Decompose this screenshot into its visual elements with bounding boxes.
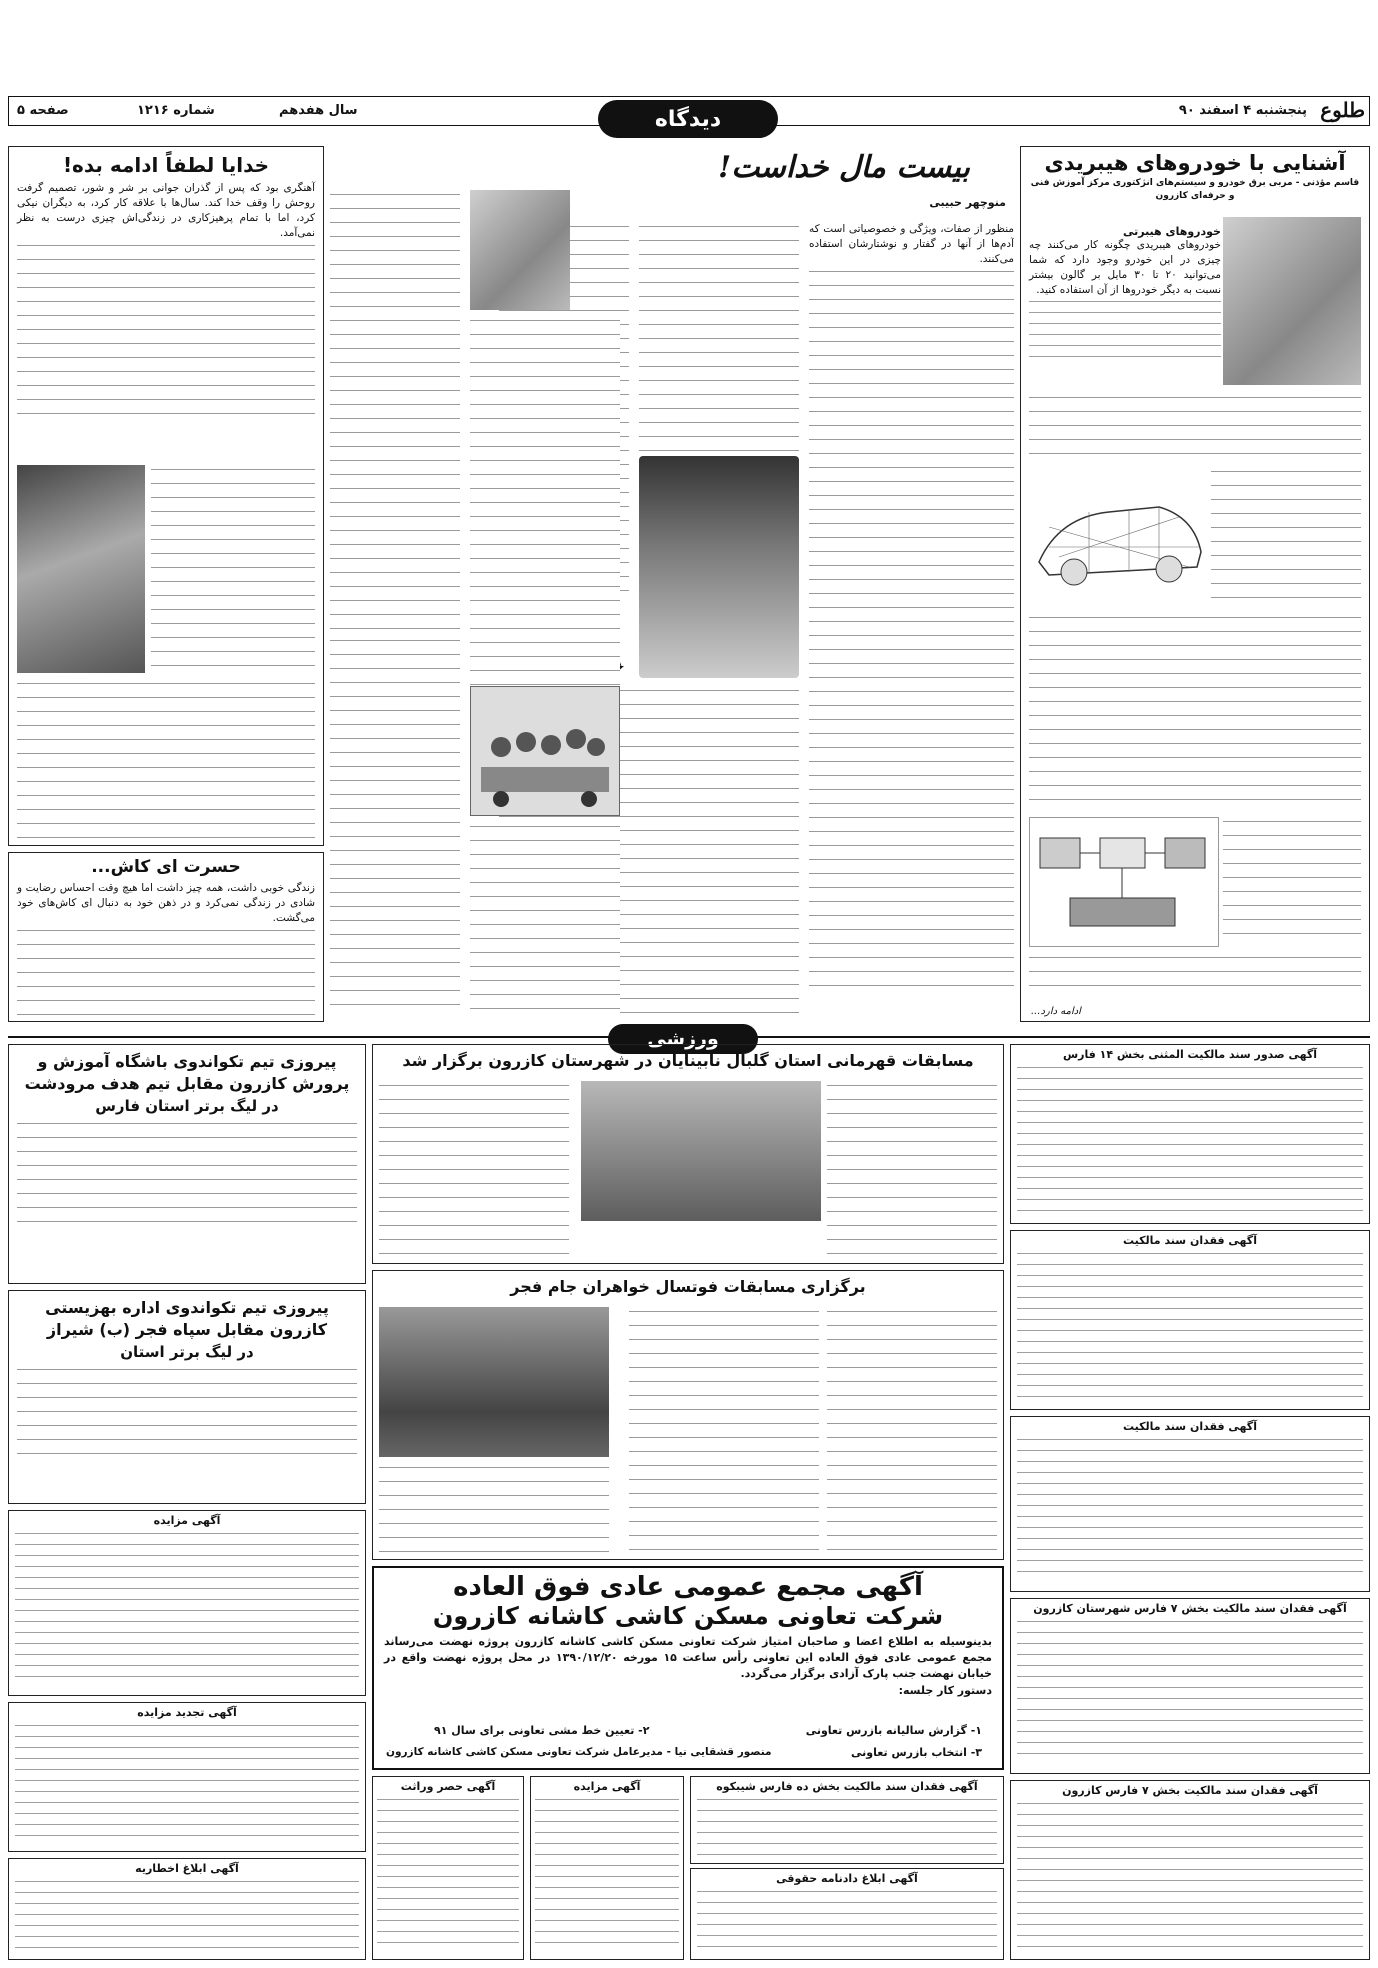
page-number: صفحه ۵ <box>17 103 69 118</box>
notice-r5: آگهی فقدان سند مالکیت بخش ۷ فارس کازرون <box>1010 1780 1370 1960</box>
ad-agenda-label: دستور کار جلسه: <box>898 1684 992 1697</box>
article-subtitle: در لیگ برتر استان <box>120 1343 254 1361</box>
article-title: آشنایی با خودروهای هیبریدی <box>1044 151 1346 175</box>
article-title: بیست مال خداست! <box>718 150 970 185</box>
ad-signature: منصور قشقایی نیا - مدیرعامل شرکت تعاونی مسکن کاشی کاشانه کازرون <box>386 1746 772 1758</box>
ad-body: بدینوسیله به اطلاع اعضا و صاحبان امتیاز شرکت تعاونی مسکن کاشی کاشانه کازرون پروژه نهضت می‌رساند مجمع عمومی عادی فوق العاده این تعاونی رأس ساعت ۱۵ مورخه ۱۳۹۰/۱۲/۲۰ در محل پروژه نهضت واقع در خیابان نهضت جنب پارک آزادی برگزار می‌گردد. <box>384 1635 992 1680</box>
article-author: منوچهر حبیبی <box>929 196 1006 209</box>
notice-b2: آگهی ابلاغ دادنامه حقوقی <box>690 1868 1004 1960</box>
article-subtitle: خودروهای هیبرتی <box>1122 225 1221 238</box>
article-twenty-is-gods <box>330 146 1014 1022</box>
cartoon-illustration <box>470 686 620 816</box>
agenda-item-2: ۲- تعیین خط مشی تعاونی برای سال ۹۱ <box>434 1724 650 1737</box>
notice-b3: آگهی مزایده <box>8 1510 366 1696</box>
notice-r2: آگهی فقدان سند مالکیت <box>1010 1230 1370 1410</box>
article-title: مسابقات قهرمانی استان گلبال نابینایان در شهرستان کازرون برگزار شد <box>402 1051 974 1070</box>
notice-r1: آگهی صدور سند مالکیت المثنی بخش ۱۴ فارس <box>1010 1044 1370 1224</box>
article-lead: خودروهای هیبریدی چگونه کار می‌کنند چه چیزی در این خودرو وجود دارد که شما می‌توانید ۲۰ تا ۳۰ مایل بر گالون بیشتر نسبت به دیگر خودروها از آن استفاده کنید. <box>1029 239 1222 296</box>
continued-note: ادامه دارد... <box>1031 1006 1081 1017</box>
article-title: پیروزی تیم تکواندوی اداره بهزیستی کازرون مقابل سپاه فجر (ب) شیراز <box>45 1298 329 1339</box>
ad-title-1: آگهی مجمع عمومی عادی فوق العاده <box>453 1572 923 1602</box>
article-lead: آهنگری بود که پس از گذران جوانی بر شر و شور، تصمیم گرفت روحش را وقف خدا کند. سال‌ها با علاقه کار کرد، به دیگران نیکی کرد، اما با تمام پرهیزکاری در زندگی‌اش چیزی درست به نظر نمی‌آمد. <box>17 182 315 239</box>
section-sports: ورزشی <box>608 1024 758 1054</box>
sports-goalball <box>372 1044 1004 1264</box>
blacksmith-photo <box>17 465 145 673</box>
ad-general-assembly <box>372 1566 1004 1770</box>
article-title: خدایا لطفاً ادامه بده! <box>62 153 270 177</box>
sports-taekwondo-1 <box>8 1044 366 1284</box>
author-photo <box>470 190 570 310</box>
illustration-mirror <box>639 456 799 678</box>
hybrid-schematic <box>1029 817 1219 947</box>
sports-futsal <box>372 1270 1004 1560</box>
box-title: حسرت ای کاش... <box>91 857 241 877</box>
box-lead: زندگی خوبی داشت، همه چیز داشت اما هیچ وقت احساس رضایت و شادی در زندگی نمی‌کرد و در ذهن خود به دنبال ای کاش‌های خود می‌گشت. <box>17 882 315 924</box>
issue-number: شماره ۱۲۱۶ <box>137 103 215 118</box>
notice-b4: آگهی حصر وراثت <box>372 1776 524 1960</box>
issue-day: پنجشنبه ۴ اسفند ۹۰ <box>1178 103 1307 118</box>
notice-b6: آگهی تجدید مزایده <box>8 1702 366 1852</box>
agenda-item-3: ۳- انتخاب بازرس تعاونی <box>851 1746 982 1759</box>
futsal-photo <box>379 1307 609 1457</box>
article-god-please-continue <box>8 146 324 846</box>
car-frame-drawing <box>1029 467 1209 607</box>
article-lead: منظور از صفات، ویژگی و خصوصیاتی است که آدم‌ها از آنها در گفتار و نوشتارشان استفاده می‌کنند. <box>809 223 1014 265</box>
sports-taekwondo-2 <box>8 1290 366 1504</box>
logo: طلوع <box>1320 98 1365 122</box>
section-label: دیدگاه <box>598 100 778 138</box>
ad-title-2: شرکت تعاونی مسکن کاشی کاشانه کازرون <box>432 1602 944 1630</box>
notice-b7: آگهی ابلاغ اخطاریه <box>8 1858 366 1960</box>
article-subtitle: در لیگ برتر استان فارس <box>95 1097 279 1115</box>
notice-r3: آگهی فقدان سند مالکیت <box>1010 1416 1370 1592</box>
article-hybrid-cars <box>1020 146 1370 1022</box>
agenda-item-1: ۱- گزارش سالیانه بازرس تعاونی <box>805 1724 982 1737</box>
author-photo <box>1223 217 1361 385</box>
notice-r4: آگهی فقدان سند مالکیت بخش ۷ فارس شهرستان کازرون <box>1010 1598 1370 1774</box>
article-title: پیروزی تیم تکواندوی باشگاه آموزش و پرورش کازرون مقابل تیم هدف مرودشت <box>24 1052 350 1093</box>
article-title: برگزاری مسابقات فوتسال خواهران جام فجر <box>510 1277 866 1296</box>
goalball-photo <box>581 1081 821 1221</box>
box-regret <box>8 852 324 1022</box>
article-author: قاسم مؤذنی - مربی برق خودرو و سیستم‌های انژکتوری مرکز آموزش فنی و حرفه‌ای کازرون <box>1030 178 1360 201</box>
notice-b5: آگهی مزایده <box>530 1776 684 1960</box>
issue-year: سال هفدهم <box>279 103 358 118</box>
notice-b1: آگهی فقدان سند مالکیت بخش ده فارس شیبکوه <box>690 1776 1004 1864</box>
